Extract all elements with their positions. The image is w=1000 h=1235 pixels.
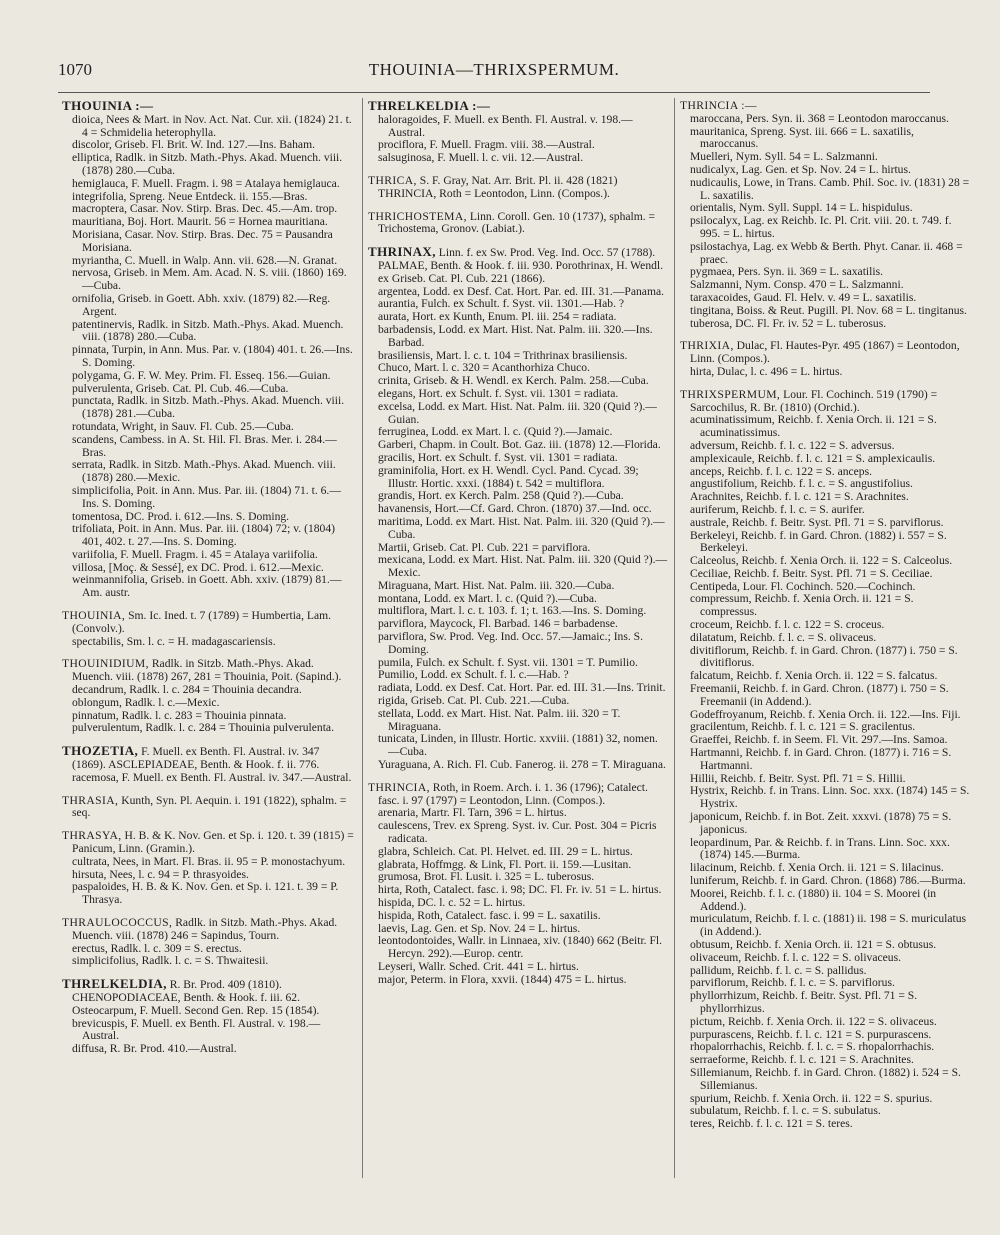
species-line: dilatatum, Reichb. f. l. c. = S. olivaceus. [690,630,877,644]
species-line: parviflora, Sw. Prod. Veg. Ind. Occ. 57.—Jamaic.; Ins. S. Doming. [378,630,644,656]
genus-citation: Kunth, Syn. Pl. Aequin. i. 191 (1822), sphalm. = seq. [72,793,347,820]
species-line: pygmaea, Pers. Syn. ii. 369 = L. saxatilis. [690,265,883,279]
species-line: pulverulenta, Griseb. Cat. Pl. Cub. 46.—Cuba. [72,381,289,395]
genus-entry [368,100,668,165]
genus-entry [62,978,356,1056]
genus-heading: THOUINIA :— [62,98,154,113]
species-line: Moorei, Reichb. f. l. c. (1880) ii. 104 = S. Moorei (in Addend.). [690,886,937,913]
species-line: Chuco, Mart. l. c. 320 = Acanthorhiza Chuco. [378,361,590,375]
species-line: argentea, Lodd. ex Desf. Cat. Hort. Par. ed. III. 31.—Panama. [378,284,665,298]
species-line: tunicata, Linden, in Illustr. Hortic. xxviii. (1881) 32, nomen.—Cuba. [378,732,658,759]
species-line: stellata, Lodd. ex Mart. Hist. Nat. Palm. iii. 320 = T. Miraguana. [378,706,621,733]
species-line: erectus, Radlk. l. c. 309 = S. erectus. [72,941,242,955]
species-line: Ceciliae, Reichb. f. Beitr. Syst. Pfl. 71 = S. Ceciliae. [690,566,933,580]
genus-entry [368,211,668,237]
species-line: phyllorrhizum, Reichb. f. Beitr. Syst. Pfl. 71 = S. phyllorrhizus. [690,989,918,1015]
species-line: nudicalyx, Lag. Gen. et Sp. Nov. 24 = L. hirtus. [690,162,911,176]
species-line: falcatum, Reichb. f. Xenia Orch. ii. 122 = S. falcatus. [690,669,938,683]
genus-heading: THRINAX, [368,244,436,260]
species-line: arenaria, Martr. Fl. Tarn, 396 = L. hirtus. [378,806,567,820]
header-rule [58,92,930,93]
species-line: Calceolus, Reichb. f. Xenia Orch. ii. 122 = S. Calceolus. [690,554,953,568]
genus-entry [368,782,668,987]
genus-heading: THRIXIA, [680,339,734,353]
species-line: pictum, Reichb. f. Xenia Orch. ii. 122 = S. olivaceus. [690,1014,937,1028]
species-line: Pumilio, Lodd. ex Schult. f. l. c.—Hab. ? [378,668,569,682]
species-line: brevicuspis, F. Muell. ex Benth. Fl. Austral. v. 198.—Austral. [72,1016,321,1043]
species-line: spectabilis, Sm. l. c. = H. madagascariensis. [72,634,276,648]
genus-entry [62,610,356,648]
species-line: muriculatum, Reichb. f. l. c. (1881) ii. 198 = S. muriculatus (in Addend.). [690,912,967,939]
species-line: taraxacoides, Gaud. Fl. Helv. v. 49 = L. saxatilis. [690,290,917,304]
genus-heading: THRASIA, [62,793,119,807]
species-line: patentinervis, Radlk. in Sitzb. Math.-Phys. Akad. Muench. viii. (1878) 280.—Cuba. [72,317,344,344]
genus-entry [368,246,668,772]
species-line: orientalis, Nym. Syll. Suppl. 14 = L. hispidulus. [690,201,913,215]
species-line: trifoliata, Poit. in Ann. Mus. Par. iii. (1804) 72; v. (1804) 401, 402. t. 27.—Ins. S. Doming. [72,522,335,549]
page-header [58,60,930,84]
species-line: Berkeleyi, Reichb. f. in Gard. Chron. (1882) i. 557 = S. Berkeleyi. [690,528,947,555]
species-line: tingitana, Boiss. & Reut. Pugill. Pl. Nov. 68 = L. tingitanus. [690,303,967,317]
species-line: hispida, Roth, Catalect. fasc. i. 99 = L. saxatilis. [378,908,601,922]
species-line: ferruginea, Lodd. ex Mart. l. c. (Quid ?).—Jamaic. [378,425,613,439]
species-line: psilocalyx, Lag. ex Reichb. Ic. Pl. Crit. viii. 20. t. 749. f. 995. = L. hirtus. [690,214,952,240]
species-line: rotundata, Wright, in Sauv. Fl. Cub. 25.—Cuba. [72,419,294,433]
species-line: tomentosa, DC. Prod. i. 612.—Ins. S. Doming. [72,509,290,523]
species-line: Centipeda, Lour. Fl. Cochinch. 520.—Cochinch. [690,579,916,593]
species-line: brasiliensis, Mart. l. c. t. 104 = Trithrinax brasiliensis. [378,348,628,362]
species-line: maritima, Lodd. ex Mart. Hist. Nat. Palm. iii. 320 (Quid ?).—Cuba. [378,514,665,541]
species-line: havanensis, Hort.—Cf. Gard. Chron. (1870) 37.—Ind. occ. [378,502,652,516]
species-line: major, Peterm. in Flora, xxvii. (1844) 475 = L. hirtus. [378,972,627,986]
genus-heading: THOZETIA, [62,743,139,759]
genus-entry [680,340,972,378]
species-line: hemiglauca, F. Muell. Fragm. i. 98 = Atalaya hemiglauca. [72,176,340,190]
species-line: aurata, Hort. ex Kunth, Enum. Pl. iii. 254 = radiata. [378,310,617,324]
species-line: weinmannifolia, Griseb. in Goett. Abh. xxiv. (1879) 81.—Am. austr. [72,573,342,600]
species-line: Arachnites, Reichb. f. l. c. 121 = S. Arachnites. [690,490,909,504]
species-line: mauritanica, Spreng. Syst. iii. 666 = L. saxatilis, maroccanus. [690,124,914,151]
species-line: spurium, Reichb. f. Xenia Orch. ii. 122 = S. spurius. [690,1091,933,1105]
genus-entry [680,389,972,1131]
column-3 [680,100,972,1141]
genus-heading: THRINCIA, [368,780,430,794]
species-line: Muelleri, Nym. Syll. 54 = L. Salzmanni. [690,150,878,164]
species-line: adversum, Reichb. f. l. c. 122 = S. adversus. [690,438,895,452]
genus-heading: THRICA, [368,173,417,187]
species-line: acuminatissimum, Reichb. f. Xenia Orch. ii. 121 = S. acuminatissimus. [690,413,937,440]
column-1 [62,100,356,1066]
species-line: serraeforme, Reichb. f. l. c. 121 = S. Arachnites. [690,1053,914,1067]
genus-heading: THRAULOCOCCUS, [62,916,173,930]
species-line: leontodontoides, Wallr. in Linnaea, xiv. (1840) 662 (Beitr. Fl. Hercyn. 292).—Europ. centr. [378,934,663,961]
species-line: caulescens, Trev. ex Spreng. Syst. iv. Cur. Post. 304 = Picris radicata. [378,819,657,846]
species-line: Hystrix, Reichb. f. in Trans. Linn. Soc. xxx. (1874) 145 = S. Hystrix. [690,784,970,811]
genus-entry [62,100,356,600]
species-line: Salzmanni, Nym. Consp. 470 = L. Salzmanni. [690,278,904,292]
genus-heading: THOUINIDIUM, [62,657,149,671]
species-line: mexicana, Lodd. ex Mart. Hist. Nat. Palm. iii. 320 (Quid ?).—Mexic. [378,553,668,580]
species-line: decandrum, Radlk. l. c. 284 = Thouinia decandra. [72,683,302,697]
genus-heading: THRINCIA :— [680,99,757,112]
species-line: Yuraguana, A. Rich. Fl. Cub. Fanerog. ii. 278 = T. Miraguana. [378,758,666,772]
genus-citation: H. B. & K. Nov. Gen. et Sp. i. 120. t. 39 (1815) = Panicum, Linn. (Gramin.). [72,829,354,856]
species-line: hirta, Dulac, l. c. 496 = L. hirtus. [690,364,843,378]
species-line: hirsuta, Nees, l. c. 94 = P. thrasyoides. [72,867,249,881]
species-line: tuberosa, DC. Fl. Fr. iv. 52 = L. tuberosus. [690,316,887,330]
species-line: variifolia, F. Muell. Fragm. i. 45 = Atalaya variifolia. [72,547,318,561]
species-line: glabra, Schleich. Cat. Pl. Helvet. ed. III. 29 = L. hirtus. [378,844,633,858]
genus-entry [62,917,356,968]
species-line: japonicum, Reichb. f. in Bot. Zeit. xxxvi. (1878) 75 = S. japonicus. [690,810,952,836]
page-number: 1070 [58,60,92,79]
genus-heading: THRELKELDIA, [62,976,167,992]
species-line: angustifolium, Reichb. f. l. c. = S. angustifolius. [690,477,913,491]
species-line: Garberi, Chapm. in Coult. Bot. Gaz. iii. (1878) 12.—Florida. [378,438,661,452]
species-line: nervosa, Griseb. in Mem. Am. Acad. N. S. viii. (1860) 169.—Cuba. [72,266,347,293]
species-line: aurantia, Fulch. ex Schult. f. Syst. vii. 1301.—Hab. ? [378,297,625,311]
species-line: diffusa, R. Br. Prod. 410.—Austral. [72,1042,237,1056]
species-line: Miraguana, Mart. Hist. Nat. Palm. iii. 320.—Cuba. [378,578,615,592]
species-line: Martii, Griseb. Cat. Pl. Cub. 221 = parviflora. [378,540,591,554]
species-line: australe, Reichb. f. Beitr. Syst. Pfl. 71 = S. parviflorus. [690,515,944,529]
species-line: barbadensis, Lodd. ex Mart. Hist. Nat. Palm. iii. 320.—Ins. Barbad. [378,322,653,349]
species-line: purpurascens, Reichb. f. l. c. 121 = S. purpurascens. [690,1027,932,1041]
running-head: THOUINIA—THRIXSPERMUM. [368,60,620,79]
species-line: laevis, Lag. Gen. et Sp. Nov. 24 = L. hirtus. [378,921,581,935]
genus-citation: Radlk. in Sitzb. Math.-Phys. Akad. Muench. viii. (1878) 246 = Sapindus, Tourn. [72,916,338,942]
species-line: prociflora, F. Muell. Fragm. viii. 38.—Austral. [378,138,595,152]
species-line: hispida, DC. l. c. 52 = L. hirtus. [378,896,526,910]
species-line: Morisiana, Casar. Nov. Stirp. Bras. Dec. 75 = Pausandra Morisiana. [72,227,333,254]
species-line: pinnatum, Radlk. l. c. 283 = Thouinia pinnata. [72,708,287,722]
species-line: myriantha, C. Muell. in Walp. Ann. vii. 628.—N. Granat. [72,253,338,267]
column-divider [362,98,363,1178]
species-line: Godeffroyanum, Reichb. f. Xenia Orch. ii. 122.—Ins. Fiji. [690,707,961,721]
species-line: paspaloides, H. B. & K. Nov. Gen. et Sp. i. 121. t. 39 = P. Thrasya. [72,880,339,907]
genus-citation: Sm. Ic. Ined. t. 7 (1789) = Humbertia, Lam. (Convolv.). [72,609,332,635]
species-line: villosa, [Moç. & Sessé], ex DC. Prod. i. 612.—Mexic. [72,560,324,574]
species-line: rhopalorrhachis, Reichb. f. l. c. = S. rhopalorrhachis. [690,1040,935,1054]
species-line: subulatum, Reichb. f. l. c. = S. subulatus. [690,1104,881,1118]
genus-citation: R. Br. Prod. 409 (1810). CHENOPODIACEAE, Benth. & Hook. f. iii. 62. Osteocarpum, F. Muell. Second Gen. Rep. 15 (1854). [72,978,320,1017]
species-line: cultrata, Nees, in Mart. Fl. Bras. ii. 95 = P. monostachyum. [72,854,346,868]
column-2 [368,100,668,997]
species-line: amplexicaule, Reichb. f. l. c. 121 = S. amplexicaulis. [690,451,936,465]
species-line: graminifolia, Hort. ex H. Wendl. Cycl. Pand. Cycad. 39; Illustr. Hortic. xxxi. (1884) t. 542 = multiflora. [378,463,639,490]
species-line: compressum, Reichb. f. Xenia Orch. ii. 121 = S. compressus. [690,592,914,619]
species-line: psilostachya, Lag. ex Webb & Berth. Phyt. Canar. ii. 468 = praec. [690,239,963,266]
species-line: polygama, G. F. W. Mey. Prim. Fl. Esseq. 156.—Guian. [72,368,331,382]
species-line: multiflora, Mart. l. c. t. 103. f. 1; t. 163.—Ins. S. Doming. [378,604,647,618]
species-line: Freemanii, Reichb. f. in Gard. Chron. (1877) i. 750 = S. Freemanii (in Addend.). [690,682,949,708]
species-line: auriferum, Reichb. f. l. c. = S. aurifer. [690,502,865,516]
species-line: olivaceum, Reichb. f. l. c. 122 = S. olivaceus. [690,950,901,964]
species-line: crinita, Griseb. & H. Wendl. ex Kerch. Palm. 258.—Cuba. [378,374,649,388]
genus-heading: THRASYA, [62,829,122,843]
species-line: gracilis, Hort. ex Schult. f. Syst. vii. 1301 = radiata. [378,450,618,464]
genus-entry [680,100,972,330]
species-line: hirta, Roth, Catalect. fasc. i. 98; DC. Fl. Fr. iv. 51 = L. hirtus. [378,883,662,897]
genus-heading: THRICHOSTEMA, [368,209,467,223]
species-line: integrifolia, Spreng. Neue Entdeck. ii. 155.—Bras. [72,189,308,203]
genus-entry [62,830,356,907]
species-line: divitiflorum, Reichb. f. in Gard. Chron. (1877) i. 750 = S. divitiflorus. [690,643,958,670]
species-line: punctata, Radlk. in Sitzb. Math.-Phys. Akad. Muench. viii. (1878) 281.—Cuba. [72,394,345,421]
species-line: oblongum, Radlk. l. c.—Mexic. [72,695,220,709]
genus-entry [368,175,668,201]
species-line: excelsa, Lodd. ex Mart. Hist. Nat. Palm. iii. 320 (Quid ?).—Guian. [378,399,657,426]
genus-citation: Roth, in Roem. Arch. i. 1. 36 (1796); Catalect. fasc. i. 97 (1797) = Leontodon, Linn. (Compos.). [378,780,648,807]
species-line: pulverulentum, Radlk. l. c. 284 = Thouinia pulverulenta. [72,721,334,735]
species-line: Leyseri, Wallr. Sched. Crit. 441 = L. hirtus. [378,960,579,973]
genus-citation: Radlk. in Sitzb. Math.-Phys. Akad. Muench. viii. (1878) 267, 281 = Thouinia, Poit. (Sapind.). [72,657,342,684]
species-line: serrata, Radlk. in Sitzb. Math.-Phys. Akad. Muench. viii. (1878) 280.—Mexic. [72,458,336,485]
genus-citation: S. F. Gray, Nat. Arr. Brit. Pl. ii. 428 (1821) THRINCIA, Roth = Leontodon, Linn. (Compos.). [378,173,618,200]
genus-entry [62,795,356,821]
species-line: discolor, Griseb. Fl. Brit. W. Ind. 127.—Ins. Baham. [72,138,315,152]
species-line: pallidum, Reichb. f. l. c. = S. pallidus. [690,963,867,977]
species-line: pumila, Fulch. ex Schult. f. Syst. vii. 1301 = T. Pumilio. [378,655,638,669]
genus-citation: Linn. Coroll. Gen. 10 (1737), sphalm. = Trichostema, Gronov. (Labiat.). [378,209,656,236]
species-line: grandis, Hort. ex Kerch. Palm. 258 (Quid ?).—Cuba. [378,489,624,503]
species-line: mauritiana, Boj. Hort. Maurit. 56 = Hornea mauritiana. [72,215,328,229]
species-line: pinnata, Turpin, in Ann. Mus. Par. v. (1804) 401. t. 26.—Ins. S. Doming. [72,343,353,369]
species-line: maroccana, Pers. Syn. ii. 368 = Leontodon maroccanus. [690,111,949,125]
species-line: ornifolia, Griseb. in Goett. Abh. xxiv. (1879) 82.—Reg. Argent. [72,291,331,318]
species-line: dioica, Nees & Mart. in Nov. Act. Nat. Cur. xii. (1824) 21. t. 4 = Schmidelia heterophylla. [72,112,352,139]
species-line: teres, Reichb. f. l. c. 121 = S. teres. [690,1117,853,1131]
species-line: rigida, Griseb. Cat. Pl. Cub. 221.—Cuba. [378,694,570,708]
species-line: croceum, Reichb. f. l. c. 122 = S. croceus. [690,618,885,632]
species-line: gracilentum, Reichb. f. l. c. 121 = S. gracilentus. [690,720,916,734]
species-line: glabrata, Hoffmgg. & Link, Fl. Port. ii. 159.—Lusitan. [378,857,632,871]
species-line: simplicifolia, Poit. in Ann. Mus. Par. iii. (1804) 71. t. 6.—Ins. S. Doming. [72,483,341,510]
species-line: grumosa, Brot. Fl. Lusit. i. 325 = L. tuberosus. [378,870,595,884]
species-line: Graeffei, Reichb. f. in Seem. Fl. Vit. 297.—Ins. Samoa. [690,733,948,747]
species-line: elegans, Hort. ex Schult. f. Syst. vii. 1301 = radiata. [378,386,619,400]
species-line: simplicifolius, Radlk. l. c. = S. Thwaitesii. [72,954,269,968]
genus-citation: F. Muell. ex Benth. Fl. Austral. iv. 347 (1869). ASCLEPIADEAE, Benth. & Hook. f. ii. 776. [72,745,320,772]
genus-citation: Linn. f. ex Sw. Prod. Veg. Ind. Occ. 57 (1788). PALMAE, Benth. & Hook. f. iii. 930. Porothrinax, H. Wendl. ex Griseb. Cat. Pl. Cub. 221 (1866). [378,246,664,285]
species-line: montana, Lodd. ex Mart. l. c. (Quid ?).—Cuba. [378,591,597,605]
species-line: leopardinum, Par. & Reichb. f. in Trans. Linn. Soc. xxx. (1874) 145.—Burma. [690,835,950,862]
species-line: obtusum, Reichb. f. Xenia Orch. ii. 121 = S. obtusus. [690,938,937,951]
species-line: racemosa, F. Muell. ex Benth. Fl. Austral. iv. 347.—Austral. [72,770,352,784]
genus-heading: THRELKELDIA :— [368,98,491,113]
species-line: macroptera, Casar. Nov. Stirp. Bras. Dec. 45.—Am. trop. [72,202,338,216]
species-line: elliptica, Radlk. in Sitzb. Math.-Phys. Akad. Muench. viii. (1878) 280.—Cuba. [72,151,343,177]
species-line: haloragoides, F. Muell. ex Benth. Fl. Austral. v. 198.—Austral. [378,112,633,139]
species-line: nudicaulis, Lowe, in Trans. Camb. Phil. Soc. iv. (1831) 28 = L. saxatilis. [690,175,970,202]
species-line: lilacinum, Reichb. f. Xenia Orch. ii. 121 = S. lilacinus. [690,861,944,875]
species-line: salsuginosa, F. Muell. l. c. vii. 12.—Austral. [378,151,584,165]
species-line: scandens, Cambess. in A. St. Hil. Fl. Bras. Mer. i. 284.—Bras. [72,432,337,459]
species-line: parviflora, Maycock, Fl. Barbad. 146 = barbadense. [378,617,618,631]
genus-citation: Lour. Fl. Cochinch. 519 (1790) = Sarcochilus, R. Br. (1810) (Orchid.). [690,387,938,414]
species-line: luniferum, Reichb. f. in Gard. Chron. (1868) 786.—Burma. [690,874,966,888]
species-line: Hartmanni, Reichb. f. in Gard. Chron. (1877) i. 716 = S. Hartmanni. [690,746,952,772]
column-divider [674,98,675,1178]
species-line: Hillii, Reichb. f. Beitr. Syst. Pfl. 71 = S. Hillii. [690,771,906,785]
genus-heading: THOUINIA, [62,609,126,623]
species-line: anceps, Reichb. f. l. c. 122 = S. anceps. [690,464,873,478]
genus-entry [62,658,356,735]
species-line: parviflorum, Reichb. f. l. c. = S. parviflorus. [690,976,895,990]
genus-citation: Dulac, Fl. Hautes-Pyr. 495 (1867) = Leontodon, Linn. (Compos.). [690,339,960,366]
species-line: Sillemianum, Reichb. f. in Gard. Chron. (1882) i. 524 = S. Sillemianus. [690,1065,961,1092]
genus-entry [62,745,356,784]
species-line: radiata, Lodd. ex Desf. Cat. Hort. Par. ed. III. 31.—Ins. Trinit. [378,681,666,695]
genus-heading: THRIXSPERMUM, [680,387,781,401]
